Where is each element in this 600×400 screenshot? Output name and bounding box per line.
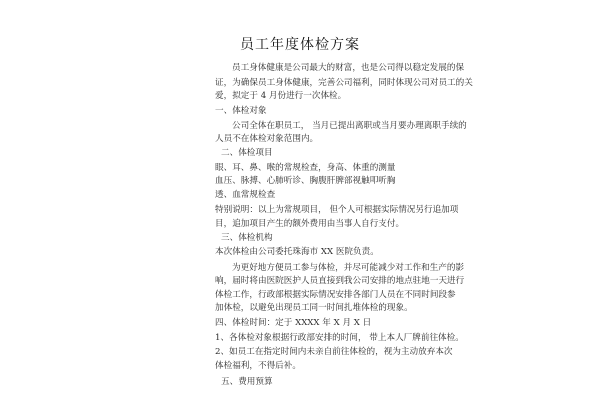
section2-line-2: 血压、脉搏、心肺听诊、胸腹肝脾部视触叩听胸 bbox=[215, 176, 396, 186]
section3-line-4: 体检工作，行政部根据实际情况安排各部门人员在不同时间段参 bbox=[215, 290, 456, 300]
section-heading-1: 一、体检对象 bbox=[215, 106, 267, 116]
section3-line-3: 响，届时将由医院医护人员直接到我公司安排的地点驻地一天进行 bbox=[215, 276, 465, 286]
section-heading-4: 四、体检时间：定于 XXXX 年 X 月 X 日 bbox=[215, 318, 372, 328]
section2-line-3: 透、血常规检查 bbox=[215, 190, 276, 200]
intro-line-3: 爱，拟定于 4 月份进行一次体检。 bbox=[215, 91, 347, 101]
intro-line-2: 证，为确保员工身体健康，完善公司福利，同时体现公司对员工的关 bbox=[215, 78, 473, 88]
section1-line-1: 公司全体在职员工， 当月已提出离职或当月要办理离职手续的 bbox=[232, 121, 467, 131]
document-title: 员工年度体检方案 bbox=[240, 37, 360, 53]
section4-line-1: 1、各体检对象根据行政部安排的时间， 带上本人厂牌前往体检。 bbox=[215, 333, 464, 343]
section-heading-3: 三、体检机构 bbox=[221, 233, 273, 243]
section3-line-2: 为更好地方便员工参与体检，并尽可能减少对工作和生产的影 bbox=[232, 263, 465, 273]
section-heading-5: 五、费用预算 bbox=[221, 377, 273, 387]
section2-line-1: 眼、耳、鼻、喉的常规检查，身高、体重的测量 bbox=[215, 163, 396, 173]
section1-line-2: 人员不在体检对象范围内。 bbox=[215, 134, 319, 144]
intro-line-1: 员工身体健康是公司最大的财富，也是公司得以稳定发展的保 bbox=[232, 63, 465, 73]
note-line-1: 特别说明：以上为常规项目， 但个人可根据实际情况另行追加项 bbox=[215, 205, 459, 215]
section4-line-2: 2、如员工在指定时间内未亲自前往体检的，视为主动放弃本次 bbox=[215, 347, 453, 357]
note-line-2: 目，追加项目产生的额外费用由当事人自行支付。 bbox=[215, 219, 405, 229]
section3-line-1: 本次体检由公司委托珠海市 XX 医院负责。 bbox=[215, 247, 379, 257]
section3-line-5: 加体检，以避免出现员工同一时间扎堆体检的现象。 bbox=[215, 303, 413, 313]
section-heading-2: 二、体检项目 bbox=[221, 148, 273, 158]
section4-line-3: 体检福利，不得后补。 bbox=[215, 361, 301, 371]
